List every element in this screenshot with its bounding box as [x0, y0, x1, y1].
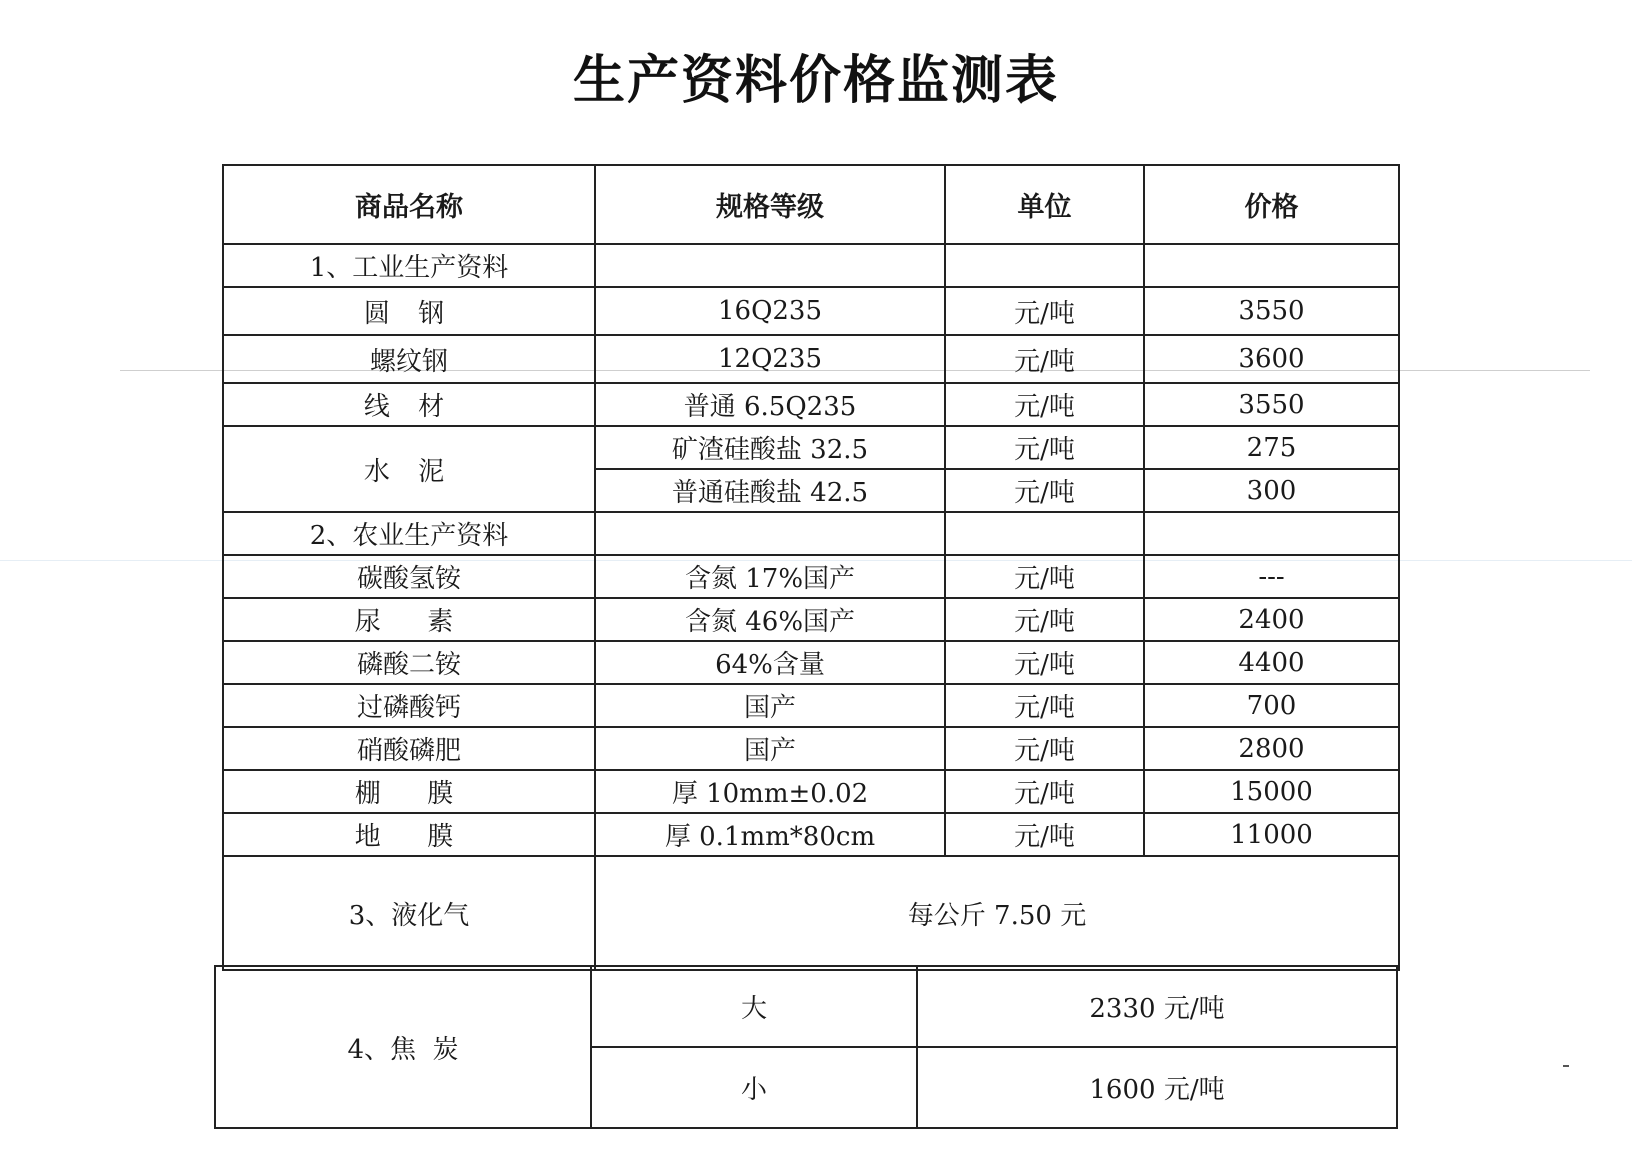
product-unit: 元/吨 [945, 469, 1144, 512]
empty-cell [945, 244, 1144, 287]
product-name-cement: 水 泥 [223, 426, 595, 512]
product-unit: 元/吨 [945, 684, 1144, 727]
product-price: 700 [1144, 684, 1399, 727]
product-name: 碳酸氢铵 [223, 555, 595, 598]
price-monitoring-table [222, 164, 1400, 971]
product-price: 11000 [1144, 813, 1399, 856]
product-spec: 厚 10mm±0.02 [595, 770, 945, 813]
product-spec: 厚 0.1mm*80cm [595, 813, 945, 856]
product-price: 3550 [1144, 383, 1399, 426]
product-name: 硝酸磷肥 [223, 727, 595, 770]
product-spec: 16Q235 [595, 287, 945, 335]
product-unit: 元/吨 [945, 598, 1144, 641]
table-row [223, 335, 1399, 383]
section-label-lpg: 3、液化气 [223, 856, 595, 970]
product-price: 300 [1144, 469, 1399, 512]
table-row [223, 598, 1399, 641]
table-row [223, 684, 1399, 727]
table-header-row [223, 165, 1399, 244]
product-spec: 国产 [595, 727, 945, 770]
product-price: 2400 [1144, 598, 1399, 641]
product-unit: 元/吨 [945, 813, 1144, 856]
empty-cell [1144, 244, 1399, 287]
table-row [223, 426, 1399, 469]
product-unit: 元/吨 [945, 770, 1144, 813]
product-unit: 元/吨 [945, 383, 1144, 426]
product-name: 过磷酸钙 [223, 684, 595, 727]
product-unit: 元/吨 [945, 335, 1144, 383]
page-title: 生产资料价格监测表 [572, 51, 1059, 111]
lpg-price: 每公斤 7.50 元 [595, 856, 1399, 970]
product-unit: 元/吨 [945, 641, 1144, 684]
header-spec-grade: 规格等级 [595, 165, 945, 244]
table-row [223, 770, 1399, 813]
section-row-agricultural [223, 512, 1399, 555]
product-unit: 元/吨 [945, 555, 1144, 598]
product-spec: 含氮 46%国产 [595, 598, 945, 641]
product-price: --- [1144, 555, 1399, 598]
product-spec: 普通硅酸盐 42.5 [595, 469, 945, 512]
section-label-agricultural: 2、农业生产资料 [223, 512, 595, 555]
product-price: 15000 [1144, 770, 1399, 813]
coke-price: 2330 元/吨 [917, 966, 1397, 1047]
table-row [223, 641, 1399, 684]
product-unit: 元/吨 [945, 727, 1144, 770]
product-name: 圆 钢 [223, 287, 595, 335]
empty-cell [1144, 512, 1399, 555]
product-spec: 矿渣硅酸盐 32.5 [595, 426, 945, 469]
product-name: 线 材 [223, 383, 595, 426]
product-name: 地 膜 [223, 813, 595, 856]
empty-cell [945, 512, 1144, 555]
header-unit: 单位 [945, 165, 1144, 244]
product-price: 3600 [1144, 335, 1399, 383]
product-price: 4400 [1144, 641, 1399, 684]
coke-size: 小 [591, 1047, 917, 1128]
empty-cell [595, 512, 945, 555]
coke-size: 大 [591, 966, 917, 1047]
section-label-industrial: 1、工业生产资料 [223, 244, 595, 287]
product-price: 3550 [1144, 287, 1399, 335]
product-spec: 64%含量 [595, 641, 945, 684]
scan-artifact-dot [1563, 1065, 1569, 1067]
product-spec: 含氮 17%国产 [595, 555, 945, 598]
product-spec: 12Q235 [595, 335, 945, 383]
product-name: 螺纹钢 [223, 335, 595, 383]
product-price: 275 [1144, 426, 1399, 469]
table-row [215, 966, 1397, 1047]
table-row [223, 383, 1399, 426]
product-name: 尿 素 [223, 598, 595, 641]
section-row-industrial [223, 244, 1399, 287]
product-unit: 元/吨 [945, 426, 1144, 469]
product-price: 2800 [1144, 727, 1399, 770]
coke-price-table [214, 965, 1398, 1129]
product-name: 磷酸二铵 [223, 641, 595, 684]
table-row [223, 287, 1399, 335]
table-row [223, 813, 1399, 856]
empty-cell [595, 244, 945, 287]
product-spec: 国产 [595, 684, 945, 727]
table-row [223, 727, 1399, 770]
coke-price: 1600 元/吨 [917, 1047, 1397, 1128]
table-row [223, 555, 1399, 598]
product-spec: 普通 6.5Q235 [595, 383, 945, 426]
product-unit: 元/吨 [945, 287, 1144, 335]
section-label-coke: 4、焦 炭 [215, 966, 591, 1128]
section-row-lpg [223, 856, 1399, 970]
header-product-name: 商品名称 [223, 165, 595, 244]
product-name: 棚 膜 [223, 770, 595, 813]
header-price: 价格 [1144, 165, 1399, 244]
